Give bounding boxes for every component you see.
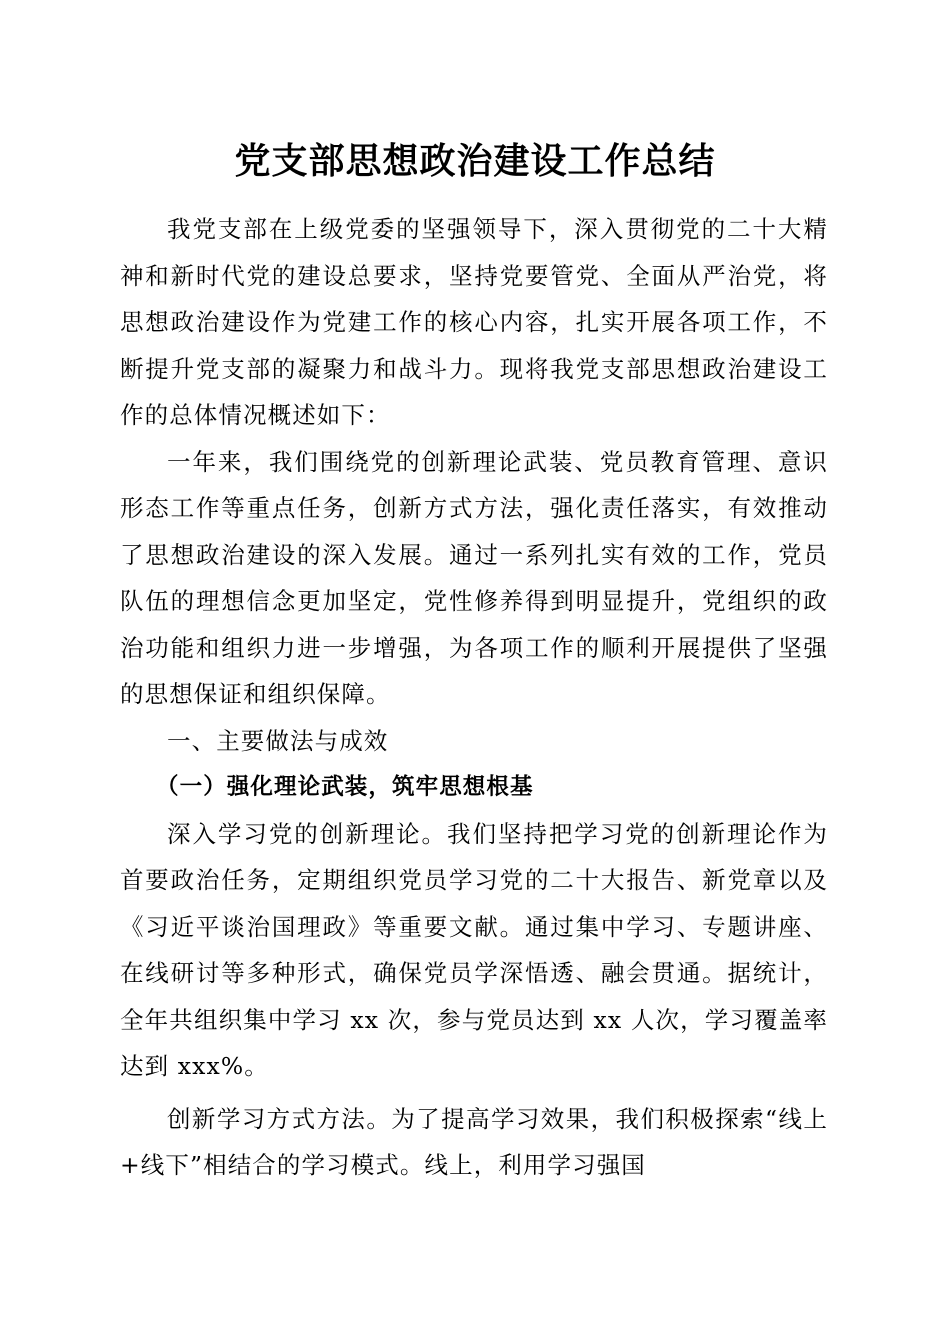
overview-paragraph: 一年来，我们围绕党的创新理论武装、党员教育管理、意识形态工作等重点任务，创新方式方法，强化责任落实，有效推动了思想政治建设的深入发展。通过一系列扎实有效的工作，党员队伍的理想信念更加坚定，党性修养得到明显提升，党组织的政治功能和组织力进一步增强，为各项工作的顺利开展提供了坚强的思想保证和组织保障。: [120, 447, 828, 708]
intro-paragraph: 我党支部在上级党委的坚强领导下，深入贯彻党的二十大精神和新时代党的建设总要求，坚持党要管党、全面从严治党，将思想政治建设作为党建工作的核心内容，扎实开展各项工作，不断提升党支部的凝聚力和战斗力。现将我党支部思想政治建设工作的总体情况概述如下：: [120, 215, 828, 429]
study-theory-paragraph: 深入学习党的创新理论。我们坚持把学习党的创新理论作为首要政治任务，定期组织党员学习党的二十大报告、新党章以及《习近平谈治国理政》等重要文献。通过集中学习、专题讲座、在线研讨等多种形式，确保党员学深悟透、融会贯通。据统计，全年共组织集中学习 xx 次，参与党员达到 xx 人次，学习覆盖率达到 xxx%。: [120, 819, 828, 1080]
section-heading: 一、主要做法与成效: [167, 726, 389, 755]
study-methods-paragraph: 创新学习方式方法。为了提高学习效果，我们积极探索“线上+线下”相结合的学习模式。线上，利用学习强国: [120, 1104, 828, 1179]
subsection-heading: （一）强化理论武装，筑牢思想根基: [156, 774, 534, 800]
document-body: [120, 206, 828, 1189]
document-title: 党支部思想政治建设工作总结: [234, 140, 716, 182]
